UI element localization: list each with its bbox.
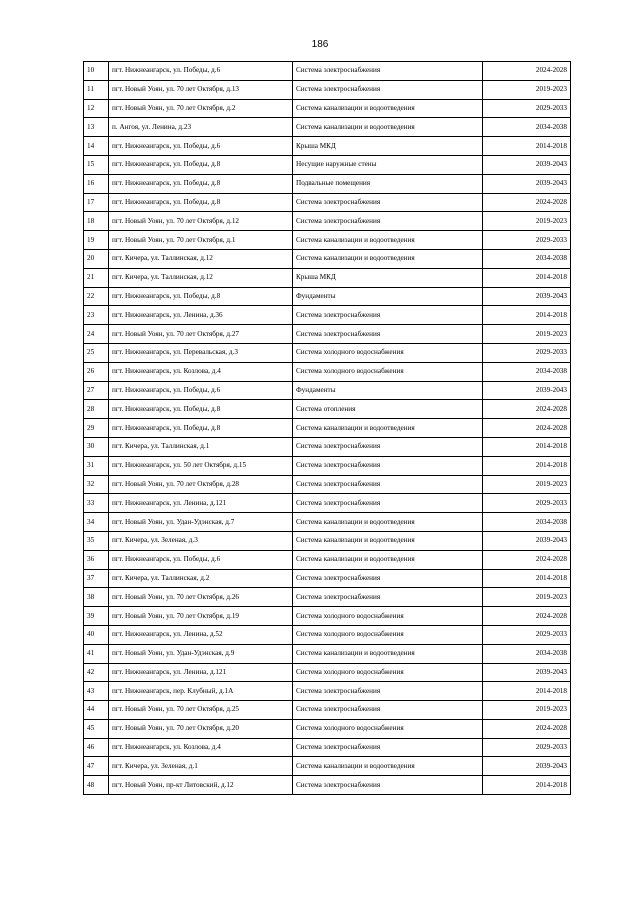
address-cell: пгт. Нижнеангарск, ул. Победы, д.8 [109, 174, 293, 193]
system-cell: Крыша МКД [293, 137, 483, 156]
row-number-cell: 41 [84, 644, 109, 663]
row-number-cell: 39 [84, 607, 109, 626]
address-cell: пгт. Нижнеангарск, ул. Победы, д.6 [109, 550, 293, 569]
system-cell: Система канализации и водоотведения [293, 644, 483, 663]
row-number-cell: 42 [84, 663, 109, 682]
table-row [84, 381, 571, 400]
row-number-cell: 24 [84, 325, 109, 344]
address-cell: пгт. Новый Уоян, ул. 70 лет Октября, д.26 [109, 588, 293, 607]
table-row [84, 343, 571, 362]
row-number-cell: 32 [84, 475, 109, 494]
row-number-cell: 30 [84, 437, 109, 456]
period-cell: 2014-2018 [483, 437, 571, 456]
address-cell: пгт. Новый Уоян, ул. Удан-Удэнская, д.9 [109, 644, 293, 663]
period-cell: 2039-2043 [483, 663, 571, 682]
system-cell: Система электроснабжения [293, 325, 483, 344]
period-cell: 2014-2018 [483, 456, 571, 475]
address-cell: пгт. Нижнеангарск, ул. Победы, д.8 [109, 193, 293, 212]
repair-schedule-table [83, 61, 571, 795]
system-cell: Система канализации и водоотведения [293, 231, 483, 250]
table-body [84, 62, 571, 795]
table-row [84, 513, 571, 532]
system-cell: Фундаменты [293, 381, 483, 400]
system-cell: Система отопления [293, 400, 483, 419]
row-number-cell: 46 [84, 738, 109, 757]
address-cell: пгт. Нижнеангарск, ул. Победы, д.6 [109, 137, 293, 156]
table-row [84, 325, 571, 344]
period-cell: 2019-2023 [483, 475, 571, 494]
row-number-cell: 27 [84, 381, 109, 400]
system-cell: Система холодного водоснабжения [293, 719, 483, 738]
system-cell: Система электроснабжения [293, 62, 483, 81]
address-cell: пгт. Нижнеангарск, ул. Победы, д.8 [109, 155, 293, 174]
row-number-cell: 25 [84, 343, 109, 362]
address-cell: пгт. Кичера, ул. Таллинская, д.2 [109, 569, 293, 588]
address-cell: пгт. Нижнеангарск, ул. Ленина, д.121 [109, 663, 293, 682]
system-cell: Подвальные помещения [293, 174, 483, 193]
address-cell: пгт. Нижнеангарск, ул. Победы, д.6 [109, 381, 293, 400]
address-cell: пгт. Новый Уоян, ул. 70 лет Октября, д.1 [109, 231, 293, 250]
table-row [84, 588, 571, 607]
row-number-cell: 13 [84, 118, 109, 137]
period-cell: 2039-2043 [483, 155, 571, 174]
system-cell: Система электроснабжения [293, 456, 483, 475]
period-cell: 2024-2028 [483, 719, 571, 738]
address-cell: пгт. Нижнеангарск, ул. Победы, д.8 [109, 287, 293, 306]
period-cell: 2029-2033 [483, 99, 571, 118]
row-number-cell: 48 [84, 776, 109, 795]
system-cell: Система холодного водоснабжения [293, 625, 483, 644]
address-cell: пгт. Нижнеангарск, ул. Козлова, д.4 [109, 738, 293, 757]
row-number-cell: 20 [84, 249, 109, 268]
system-cell: Система канализации и водоотведения [293, 757, 483, 776]
system-cell: Крыша МКД [293, 268, 483, 287]
row-number-cell: 14 [84, 137, 109, 156]
address-cell: пгт. Нижнеангарск, ул. Ленина, д.36 [109, 306, 293, 325]
address-cell: пгт. Новый Уоян, ул. 70 лет Октября, д.13 [109, 80, 293, 99]
address-cell: пгт. Новый Уоян, ул. 70 лет Октября, д.2 [109, 99, 293, 118]
system-cell: Система холодного водоснабжения [293, 607, 483, 626]
address-cell: пгт. Новый Уоян, ул. 70 лет Октября, д.28 [109, 475, 293, 494]
row-number-cell: 44 [84, 701, 109, 720]
row-number-cell: 45 [84, 719, 109, 738]
row-number-cell: 31 [84, 456, 109, 475]
table-row [84, 419, 571, 438]
period-cell: 2024-2028 [483, 607, 571, 626]
row-number-cell: 22 [84, 287, 109, 306]
period-cell: 2029-2033 [483, 494, 571, 513]
row-number-cell: 19 [84, 231, 109, 250]
system-cell: Система электроснабжения [293, 212, 483, 231]
period-cell: 2034-2038 [483, 249, 571, 268]
period-cell: 2024-2028 [483, 62, 571, 81]
address-cell: пгт. Новый Уоян, ул. 70 лет Октября, д.19 [109, 607, 293, 626]
page-number: 186 [311, 39, 329, 50]
row-number-cell: 43 [84, 682, 109, 701]
row-number-cell: 16 [84, 174, 109, 193]
address-cell: пгт. Нижнеангарск, пер. Клубный, д.1А [109, 682, 293, 701]
table-row [84, 494, 571, 513]
table-row [84, 644, 571, 663]
table-row [84, 80, 571, 99]
period-cell: 2029-2033 [483, 738, 571, 757]
table-row [84, 738, 571, 757]
address-cell: п. Ангоя, ул. Ленина, д.23 [109, 118, 293, 137]
table-row [84, 550, 571, 569]
row-number-cell: 15 [84, 155, 109, 174]
table-row [84, 437, 571, 456]
period-cell: 2019-2023 [483, 325, 571, 344]
period-cell: 2029-2033 [483, 231, 571, 250]
period-cell: 2039-2043 [483, 381, 571, 400]
period-cell: 2034-2038 [483, 644, 571, 663]
table-row [84, 306, 571, 325]
period-cell: 2034-2038 [483, 118, 571, 137]
table-row [84, 193, 571, 212]
period-cell: 2039-2043 [483, 287, 571, 306]
row-number-cell: 17 [84, 193, 109, 212]
system-cell: Система электроснабжения [293, 701, 483, 720]
table-row [84, 682, 571, 701]
period-cell: 2014-2018 [483, 268, 571, 287]
system-cell: Система электроснабжения [293, 494, 483, 513]
address-cell: пгт. Новый Уоян, ул. Удан-Удэнская, д.7 [109, 513, 293, 532]
row-number-cell: 21 [84, 268, 109, 287]
address-cell: пгт. Кичера, ул. Таллинская, д.12 [109, 249, 293, 268]
table-row [84, 569, 571, 588]
system-cell: Система электроснабжения [293, 569, 483, 588]
system-cell: Система электроснабжения [293, 306, 483, 325]
system-cell: Несущие наружные стены [293, 155, 483, 174]
period-cell: 2024-2028 [483, 550, 571, 569]
table-row [84, 701, 571, 720]
period-cell: 2039-2043 [483, 757, 571, 776]
table-row [84, 231, 571, 250]
row-number-cell: 26 [84, 362, 109, 381]
table-row [84, 137, 571, 156]
system-cell: Система электроснабжения [293, 588, 483, 607]
period-cell: 2039-2043 [483, 174, 571, 193]
period-cell: 2014-2018 [483, 776, 571, 795]
address-cell: пгт. Кичера, ул. Зеленая, д.1 [109, 757, 293, 776]
system-cell: Система канализации и водоотведения [293, 118, 483, 137]
system-cell: Система холодного водоснабжения [293, 663, 483, 682]
system-cell: Система канализации и водоотведения [293, 550, 483, 569]
system-cell: Система канализации и водоотведения [293, 531, 483, 550]
system-cell: Система канализации и водоотведения [293, 419, 483, 438]
period-cell: 2019-2023 [483, 80, 571, 99]
system-cell: Система холодного водоснабжения [293, 362, 483, 381]
row-number-cell: 38 [84, 588, 109, 607]
system-cell: Система электроснабжения [293, 475, 483, 494]
system-cell: Система электроснабжения [293, 193, 483, 212]
system-cell: Система канализации и водоотведения [293, 513, 483, 532]
system-cell: Система электроснабжения [293, 437, 483, 456]
address-cell: пгт. Нижнеангарск, ул. Победы, д.8 [109, 419, 293, 438]
system-cell: Система электроснабжения [293, 776, 483, 795]
address-cell: пгт. Новый Уоян, пр-кт Литовский, д.12 [109, 776, 293, 795]
row-number-cell: 10 [84, 62, 109, 81]
address-cell: пгт. Нижнеангарск, ул. Ленина, д.52 [109, 625, 293, 644]
system-cell: Система электроснабжения [293, 80, 483, 99]
row-number-cell: 34 [84, 513, 109, 532]
period-cell: 2014-2018 [483, 137, 571, 156]
period-cell: 2039-2043 [483, 531, 571, 550]
period-cell: 2019-2023 [483, 588, 571, 607]
system-cell: Система электроснабжения [293, 738, 483, 757]
row-number-cell: 18 [84, 212, 109, 231]
row-number-cell: 37 [84, 569, 109, 588]
table-row [84, 400, 571, 419]
period-cell: 2014-2018 [483, 306, 571, 325]
period-cell: 2014-2018 [483, 569, 571, 588]
table-row [84, 174, 571, 193]
table-row [84, 757, 571, 776]
address-cell: пгт. Нижнеангарск, ул. Ленина, д.121 [109, 494, 293, 513]
address-cell: пгт. Нижнеангарск, ул. Победы, д.8 [109, 400, 293, 419]
system-cell: Фундаменты [293, 287, 483, 306]
table-row [84, 776, 571, 795]
address-cell: пгт. Кичера, ул. Таллинская, д.12 [109, 268, 293, 287]
system-cell: Система канализации и водоотведения [293, 249, 483, 268]
period-cell: 2024-2028 [483, 400, 571, 419]
period-cell: 2029-2033 [483, 343, 571, 362]
period-cell: 2024-2028 [483, 193, 571, 212]
address-cell: пгт. Нижнеангарск, ул. Перевальская, д.3 [109, 343, 293, 362]
row-number-cell: 28 [84, 400, 109, 419]
row-number-cell: 11 [84, 80, 109, 99]
address-cell: пгт. Кичера, ул. Зеленая, д.3 [109, 531, 293, 550]
row-number-cell: 35 [84, 531, 109, 550]
address-cell: пгт. Нижнеангарск, ул. Победы, д.6 [109, 62, 293, 81]
period-cell: 2014-2018 [483, 682, 571, 701]
address-cell: пгт. Нижнеангарск, ул. Козлова, д.4 [109, 362, 293, 381]
row-number-cell: 12 [84, 99, 109, 118]
table-row [84, 99, 571, 118]
row-number-cell: 40 [84, 625, 109, 644]
period-cell: 2034-2038 [483, 513, 571, 532]
address-cell: пгт. Кичера, ул. Таллинская, д.1 [109, 437, 293, 456]
period-cell: 2034-2038 [483, 362, 571, 381]
table-row [84, 607, 571, 626]
row-number-cell: 47 [84, 757, 109, 776]
table-row [84, 212, 571, 231]
table-row [84, 249, 571, 268]
address-cell: пгт. Нижнеангарск, ул. 50 лет Октября, д.15 [109, 456, 293, 475]
table-row [84, 62, 571, 81]
system-cell: Система канализации и водоотведения [293, 99, 483, 118]
table-row [84, 456, 571, 475]
period-cell: 2029-2033 [483, 625, 571, 644]
table-row [84, 287, 571, 306]
row-number-cell: 33 [84, 494, 109, 513]
period-cell: 2019-2023 [483, 212, 571, 231]
table-row [84, 663, 571, 682]
row-number-cell: 23 [84, 306, 109, 325]
table-row [84, 362, 571, 381]
table-row [84, 475, 571, 494]
row-number-cell: 36 [84, 550, 109, 569]
period-cell: 2019-2023 [483, 701, 571, 720]
table-row [84, 531, 571, 550]
period-cell: 2024-2028 [483, 419, 571, 438]
table-row [84, 118, 571, 137]
system-cell: Система электроснабжения [293, 682, 483, 701]
system-cell: Система холодного водоснабжения [293, 343, 483, 362]
table-row [84, 155, 571, 174]
table-row [84, 719, 571, 738]
address-cell: пгт. Новый Уоян, ул. 70 лет Октября, д.27 [109, 325, 293, 344]
address-cell: пгт. Новый Уоян, ул. 70 лет Октября, д.20 [109, 719, 293, 738]
table-row [84, 268, 571, 287]
address-cell: пгт. Новый Уоян, ул. 70 лет Октября, д.25 [109, 701, 293, 720]
address-cell: пгт. Новый Уоян, ул. 70 лет Октября, д.12 [109, 212, 293, 231]
table-row [84, 625, 571, 644]
row-number-cell: 29 [84, 419, 109, 438]
